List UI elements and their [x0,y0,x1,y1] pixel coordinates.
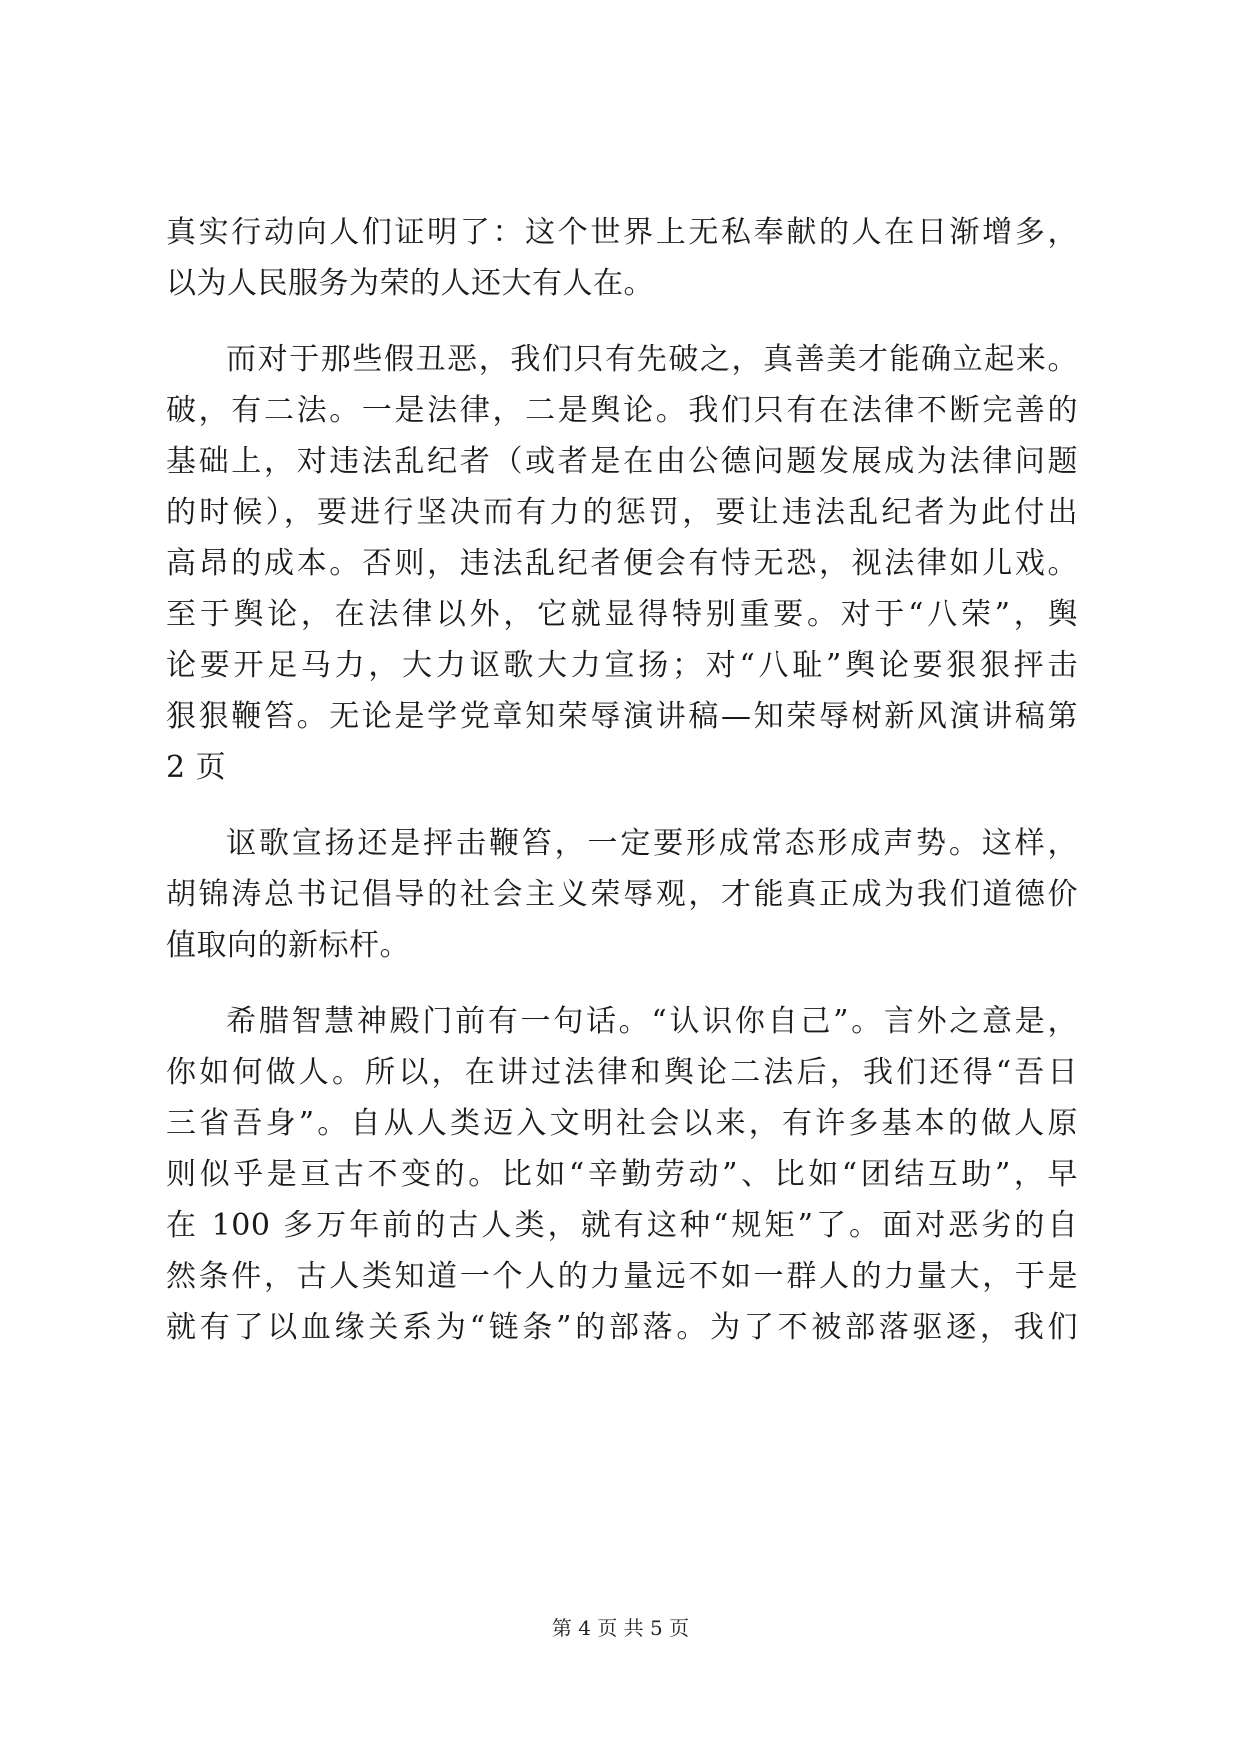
text-line: 希腊智慧神殿门前有一句话。“认识你自己”。言外之意是， [226,1004,1078,1039]
text-line: 你如何做人。所以，在讲过法律和舆论二法后，我们还得“吾日 [166,1055,1078,1090]
text-line: 2 页 [166,750,227,785]
text-line: 则似乎是亘古不变的。比如“辛勤劳动”、比如“团结互助”，早 [166,1157,1078,1192]
text-line: 在 100 多万年前的古人类，就有这种“规矩”了。面对恶劣的自 [166,1208,1078,1243]
text-line: 三省吾身”。自从人类迈入文明社会以来，有许多基本的做人原 [166,1106,1078,1141]
text-line: 值取向的新标杆。 [166,928,410,963]
document-body [166,207,1078,1353]
text-line: 就有了以血缘关系为“链条”的部落。为了不被部落驱逐，我们 [166,1310,1078,1345]
text-line: 破，有二法。一是法律，二是舆论。我们只有在法律不断完善的 [166,393,1078,428]
text-line: 的时候），要进行坚决而有力的惩罚，要让违法乱纪者为此付出 [166,495,1078,530]
text-line: 基础上，对违法乱纪者（或者是在由公德问题发展成为法律问题 [166,444,1078,479]
text-line: 真实行动向人们证明了：这个世界上无私奉献的人在日渐增多， [166,215,1078,250]
text-line: 狠狠鞭笞。无论是学党章知荣辱演讲稿—知荣辱树新风演讲稿第 [166,699,1078,734]
text-line: 而对于那些假丑恶，我们只有先破之，真善美才能确立起来。 [226,342,1078,377]
text-line: 至于舆论，在法律以外，它就显得特别重要。对于“八荣”，舆 [166,597,1078,632]
text-line: 高昂的成本。否则，违法乱纪者便会有恃无恐，视法律如儿戏。 [166,546,1078,581]
text-line: 胡锦涛总书记倡导的社会主义荣辱观，才能真正成为我们道德价 [166,877,1078,912]
paragraph [166,334,1078,793]
text-line: 然条件，古人类知道一个人的力量远不如一群人的力量大，于是 [166,1259,1078,1294]
paragraph [166,818,1078,971]
paragraph [166,207,1078,309]
paragraph [166,996,1078,1353]
text-line: 讴歌宣扬还是抨击鞭笞，一定要形成常态形成声势。这样， [226,826,1078,861]
page-footer: 第 4 页 共 5 页 [551,1616,690,1640]
text-line: 以为人民服务为荣的人还大有人在。 [166,266,654,301]
text-line: 论要开足马力，大力讴歌大力宣扬；对“八耻”舆论要狠狠抨击 [166,648,1078,683]
